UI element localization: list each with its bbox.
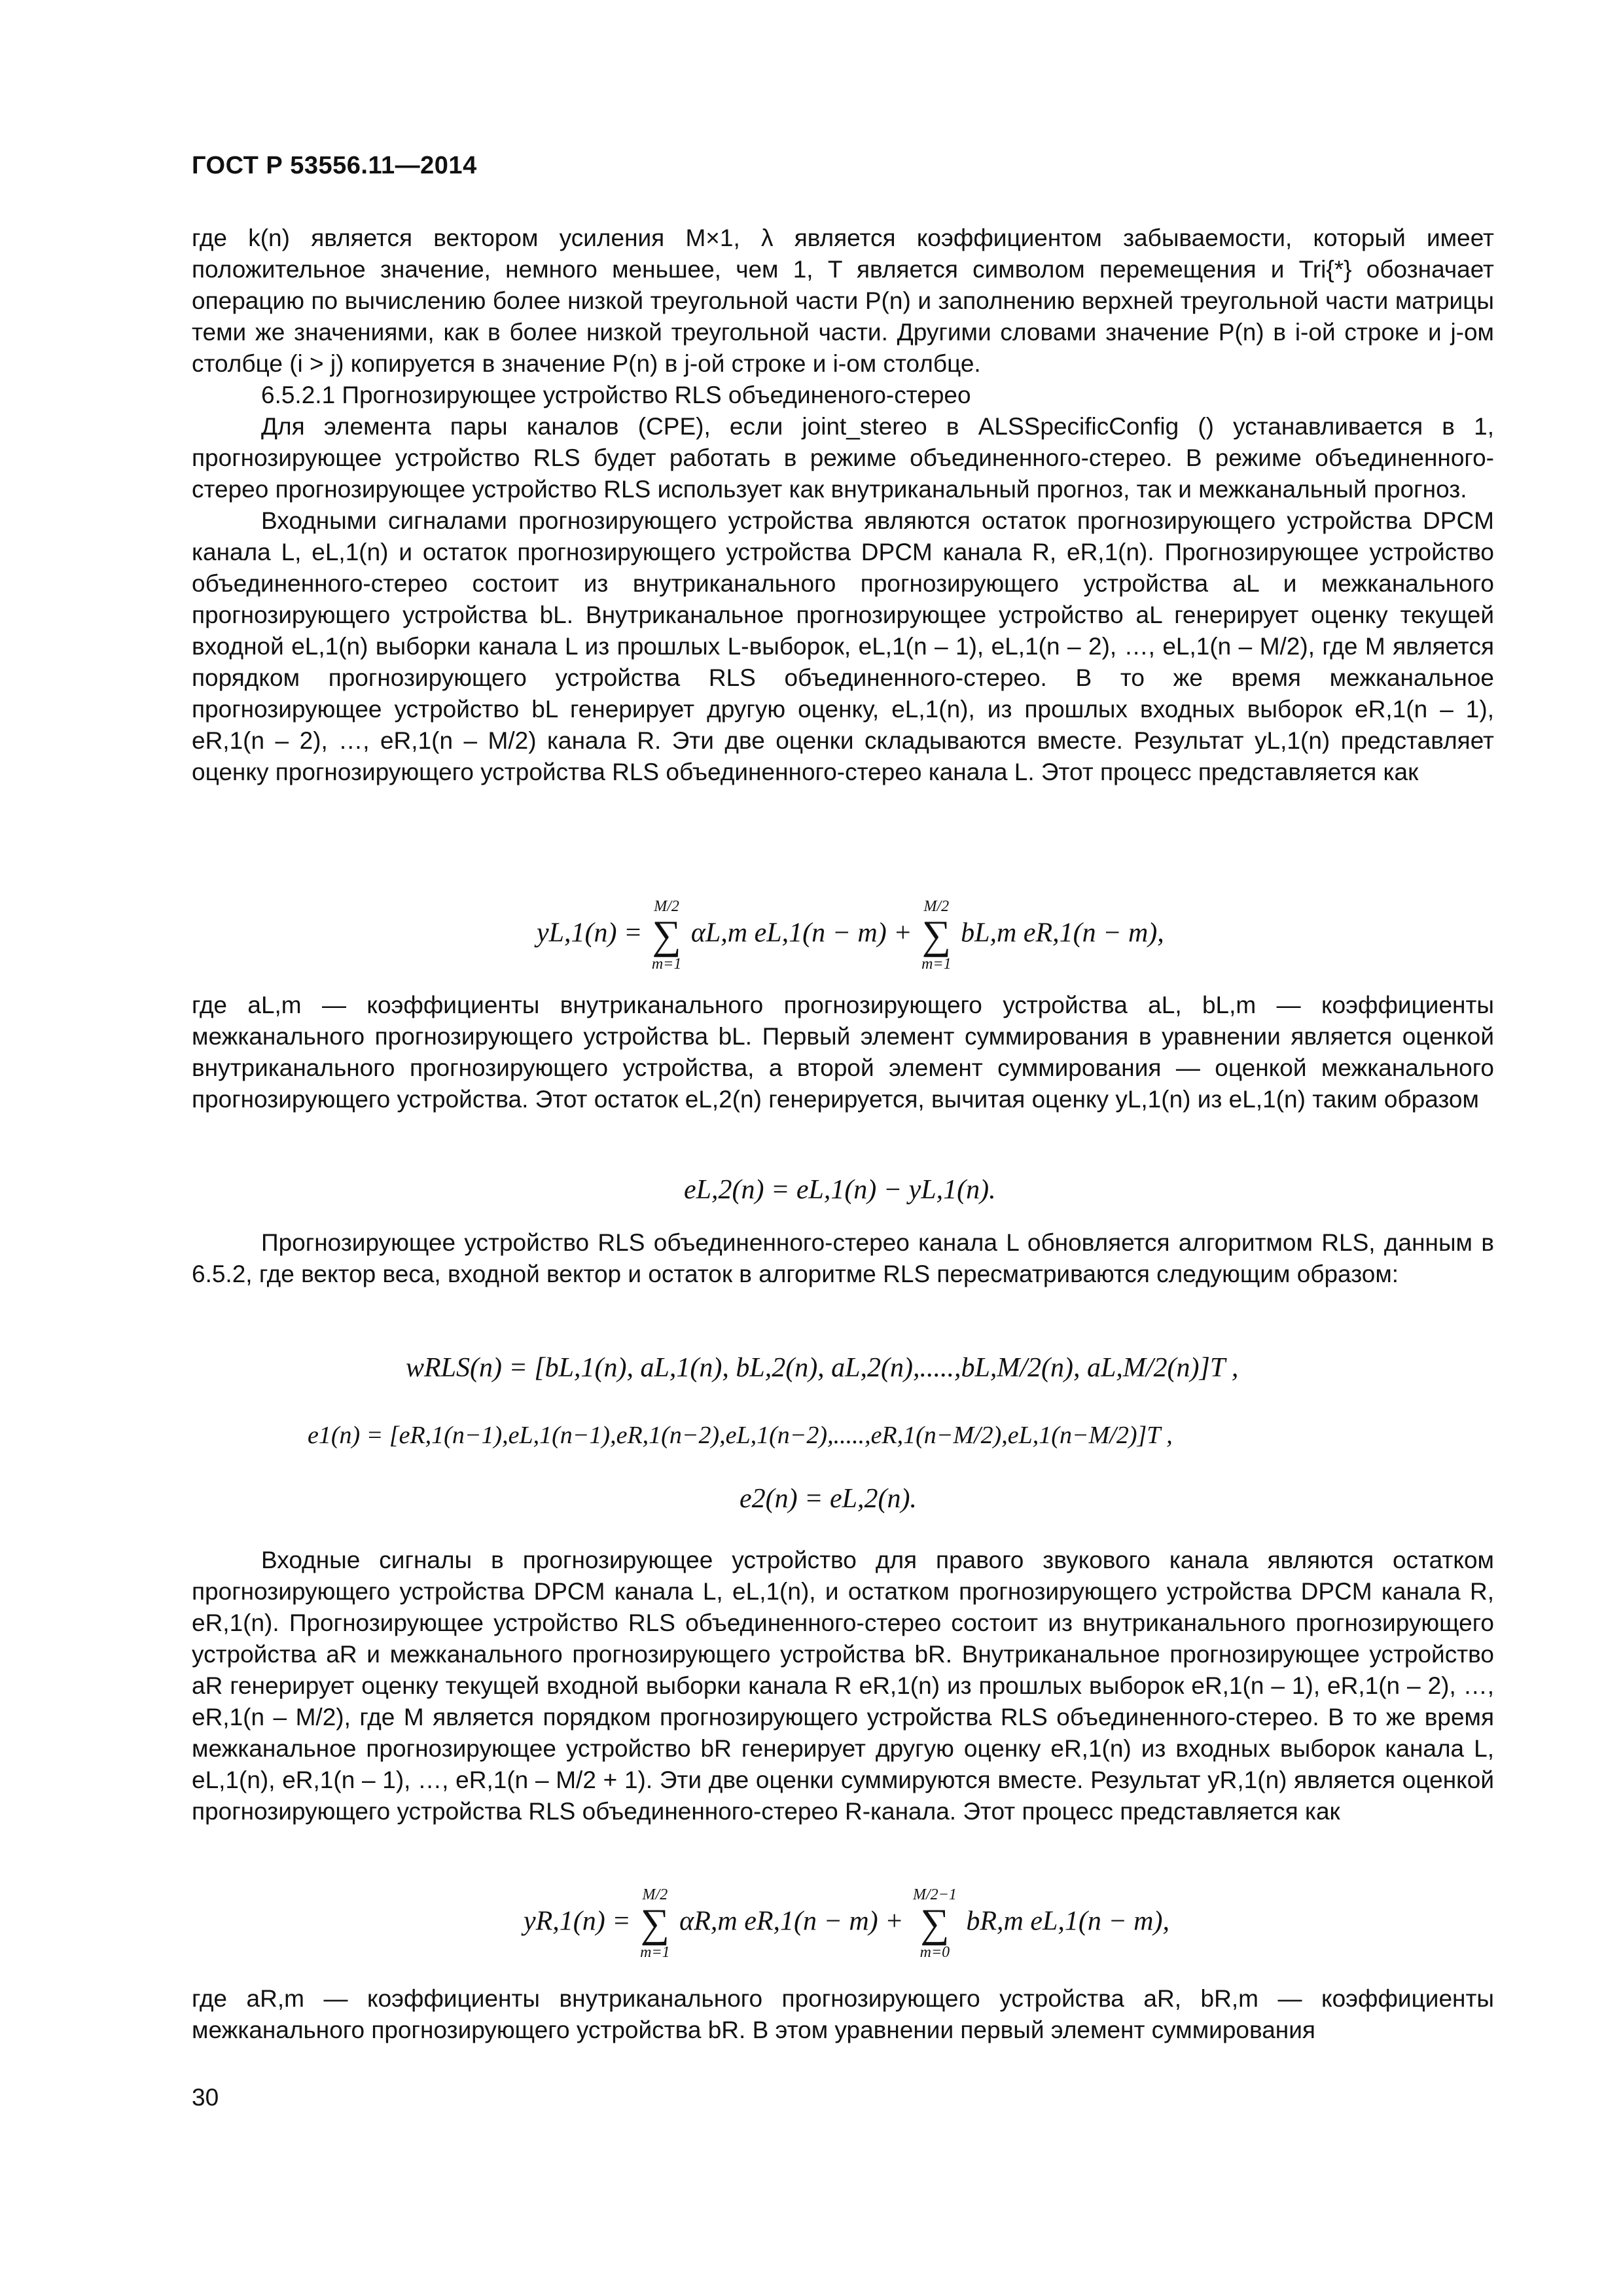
formula-yL1: [537, 897, 1164, 974]
formula-wRLS: wRLS(n) = [bL,1(n), aL,1(n), bL,2(n), aL,2(n),.....,bL,M/2(n), aL,M/2(n)]T ,: [406, 1353, 1239, 1383]
paragraph-1: где k(n) является вектором усиления M×1, λ является коэффициентом забываемости, который имеет положительное значение, немного меньшее, чем 1, T является символом перемещения и Tri{*} обозначает операцию по вычислению более низкой треугольной части P(n) и заполнению верхней треугольной части матрицы теми же значениями, как в более низкой треугольной части. Другими словами значение P(n) в i-ой строке и j-ом столбце (i > j) копируется в значение P(n) в j-ой строке и i-ом столбце.: [192, 224, 1494, 377]
paragraph-8: где aR,m — коэффициенты внутриканального прогнозирующего устройства aR, bR,m — коэффициенты межканального прогнозирующего устройства bR. В этом уравнении первый элемент суммирования: [192, 1985, 1494, 2043]
body-text-block-3: [192, 1227, 1494, 1290]
sum-symbol-2: M/2 ∑ m=1: [921, 898, 952, 973]
formula-yR1: [524, 1885, 1169, 1962]
paragraph-4: Входными сигналами прогнозирующего устройства являются остаток прогнозирующего устройства DPCM канала L, eL,1(n) и остаток прогнозирующего устройства DPCM канала R, eR,1(n). Прогнозирующее устройство объединенного-стерео состоит из внутриканального прогнозирующего устройства aL и межканального прогнозирующего устройства bL. Внутриканальное прогнозирующее устройство aL генерирует оценку текущей входной eL,1(n) выборки канала L из прошлых L-выборок, eL,1(n – 1), eL,1(n – 2), …, eL,1(n – M/2), где M является порядком прогнозирующего устройства RLS объединенного-стерео. В то же время межканальное прогнозирующее устройство bL генерирует другую оценку, eL,1(n), из прошлых входных выборок eR,1(n – 1), eR,1(n – 2), …, eR,1(n – M/2) канала R. Эти две оценки складываются вместе. Результат yL,1(n) представляет оценку прогнозирующего устройства RLS объединенного-стерео канала L. Этот процесс представляется как: [192, 507, 1494, 785]
formula-yR1-term2: bR,m eL,1(n − m),: [966, 1906, 1169, 1937]
body-text-block-4: [192, 1545, 1494, 1827]
page-number: 30: [192, 2084, 219, 2111]
formula-e2: e2(n) = eL,2(n).: [740, 1484, 917, 1514]
formula-e1: e1(n) = [eR,1(n−1),eL,1(n−1),eR,1(n−2),eL,1(n−2),.....,eR,1(n−M/2),eL,1(n−M/2)]T ,: [308, 1422, 1173, 1449]
formula-yR1-lhs: yR,1(n) =: [524, 1906, 631, 1937]
document-header: ГОСТ Р 53556.11—2014: [192, 152, 477, 179]
formula-yL1-lhs: yL,1(n) =: [537, 918, 643, 948]
sum-symbol-3: M/2 ∑ m=1: [640, 1886, 670, 1961]
paragraph-5: где aL,m — коэффициенты внутриканального прогнозирующего устройства aL, bL,m — коэффициенты межканального прогнозирующего устройства bL. Первый элемент суммирования в уравнении является оценкой внутриканального прогнозирующего устройства, а второй элемент суммирования — оценкой межканального прогнозирующего устройства. Этот остаток eL,2(n) генерируется, вычитая оценку yL,1(n) из eL,1(n) таким образом: [192, 992, 1494, 1113]
body-text-block-2: [192, 990, 1494, 1115]
paragraph-3: Для элемента пары каналов (CPE), если joint_stereo в ALSSpecificConfig () устанавливается в 1, прогнозирующее устройство RLS будет работать в режиме объединенного-стерео. В режиме объединенного-стерео прогнозирующее устройство RLS использует как внутриканальный прогноз, так и межканальный прогноз.: [192, 413, 1494, 503]
sum-symbol-1: M/2 ∑ m=1: [651, 898, 682, 973]
paragraph-6: Прогнозирующее устройство RLS объединенного-стерео канала L обновляется алгоритмом RLS, данным в 6.5.2, где вектор веса, входной вектор и остаток в алгоритме RLS пересматриваются следующим образом:: [192, 1229, 1494, 1287]
formula-yR1-term1: αR,m eR,1(n − m) +: [679, 1906, 904, 1937]
paragraph-7: Входные сигналы в прогнозирующее устройство для правого звукового канала являются остатком прогнозирующего устройства DPCM канала L, eL,1(n), и остатком прогнозирующего устройства DPCM канала R, eR,1(n). Прогнозирующее устройство RLS объединенного-стерео состоит из внутриканального прогнозирующего устройства aR и межканального прогнозирующего устройства bR. Внутриканальное прогнозирующее устройство aR генерирует оценку текущей входной выборки канала R eR,1(n) из прошлых выборок eR,1(n – 1), eR,1(n – 2), …, eR,1(n – M/2), где M является порядком прогнозирующего устройства RLS объединенного-стерео. В то же время межканальное прогнозирующее устройство bR генерирует другую оценку eR,1(n) из входных выборок канала L, eL,1(n), eR,1(n – 1), …, eR,1(n – M/2 + 1). Эти две оценки суммируются вместе. Результат yR,1(n) является оценкой прогнозирующего устройства RLS объединенного-стерео R-канала. Этот процесс представляется как: [192, 1547, 1494, 1825]
section-heading-6-5-2-1: 6.5.2.1 Прогнозирующее устройство RLS объединеного-стерео: [261, 382, 971, 408]
body-text-block-1: [192, 223, 1494, 788]
formula-eL2: eL,2(n) = eL,1(n) − yL,1(n).: [684, 1175, 996, 1205]
formula-yL1-term2: bL,m eR,1(n − m),: [961, 918, 1164, 948]
body-text-block-5: [192, 1983, 1494, 2046]
sum-symbol-4: M/2−1 ∑ m=0: [912, 1886, 957, 1961]
formula-yL1-term1: αL,m eL,1(n − m) +: [690, 918, 912, 948]
